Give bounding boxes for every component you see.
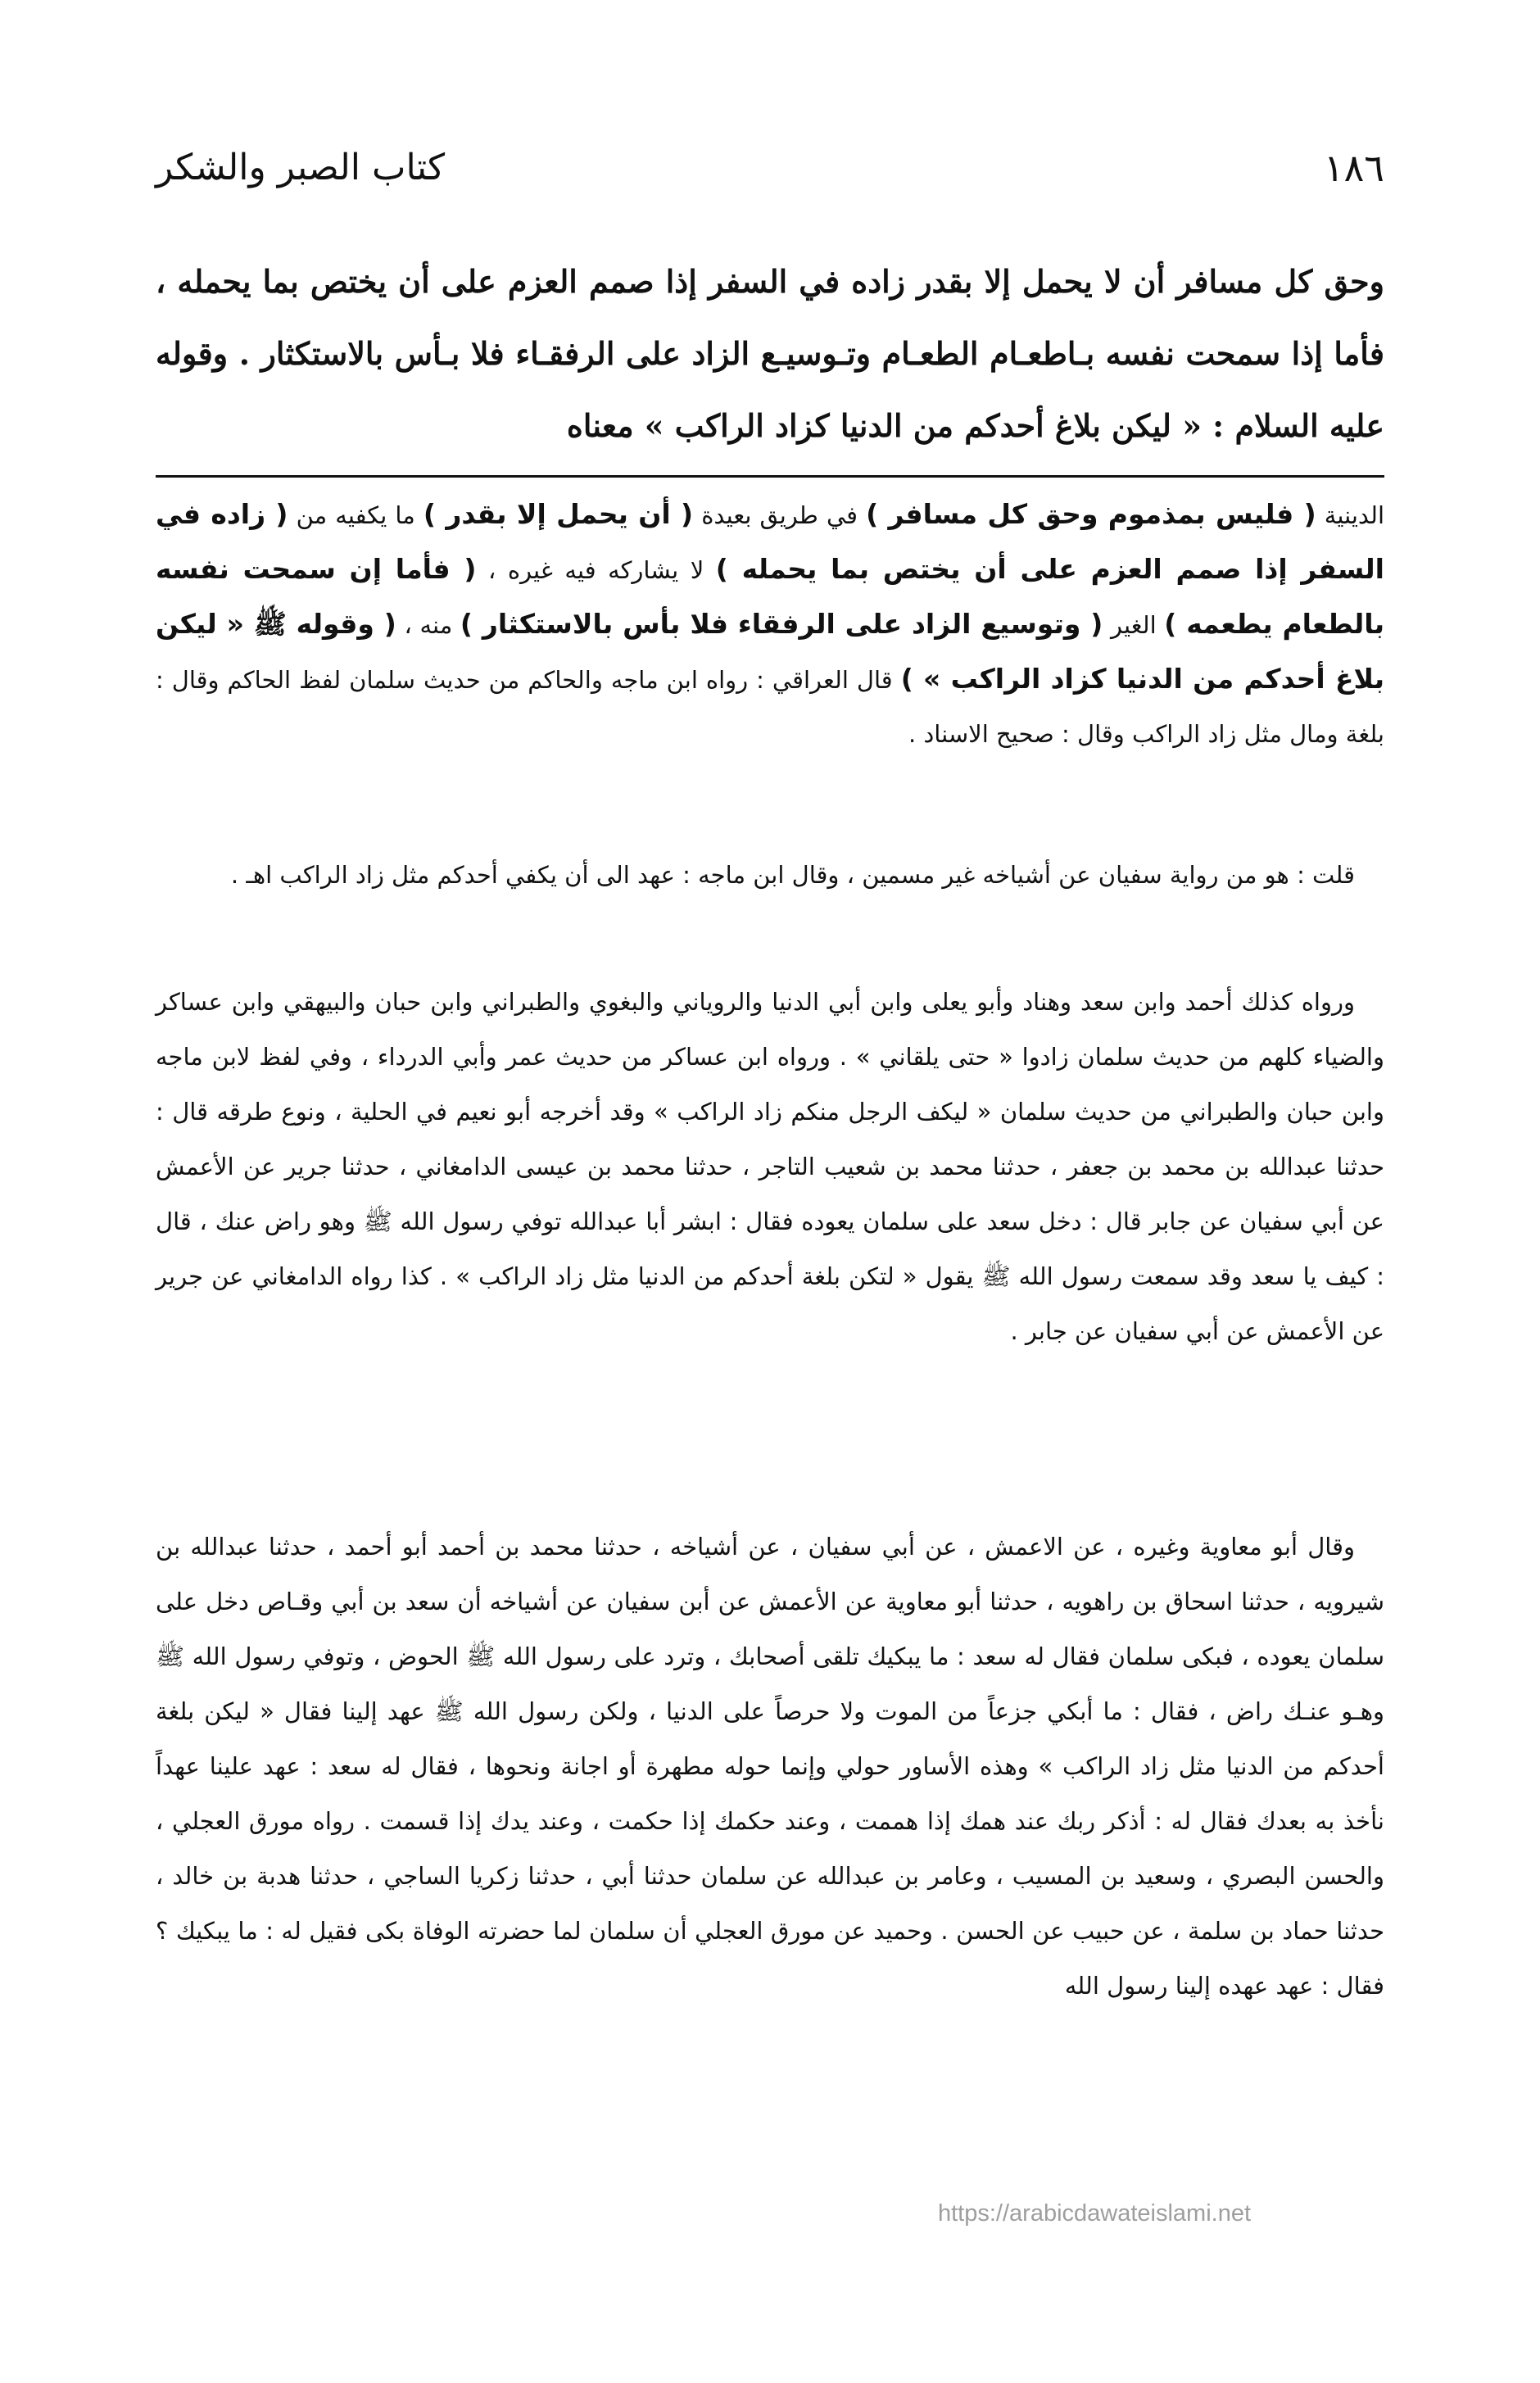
commentary-segment: ما يكفيه من <box>288 501 415 529</box>
page-header <box>156 139 1384 205</box>
commentary-quote: ( فليس بمذموم وحق كل مسافر ) <box>866 498 1316 530</box>
footnote-divider <box>156 475 1384 478</box>
paragraph-narrations: ورواه كذلك أحمد وابن سعد وهناد وأبو يعلى وابن أبي الدنيا والروياني والبغوي والطبراني وابن حبان والبيهقي وابن عساكر والضياء كلهم من حديث سلمان زادوا « حتى يلقاني » . ورواه ابن عساكر من حديث عمر وأبي الدرداء ، وفي لفظ لابن ماجه وابن حبان والطبراني من حديث سلمان « ليكف الرجل منكم زاد الراكب » وقد أخرجه أبو نعيم في الحلية ، ونوع طرقه قال : حدثنا عبدالله بن محمد بن جعفر ، حدثنا محمد بن شعيب التاجر ، حدثنا محمد بن عيسى الدامغاني ، حدثنا جرير عن الأعمش عن أبي سفيان عن جابر قال : دخل سعد على سلمان يعوده فقال : ابشر أبا عبدالله توفي رسول الله ﷺ وهو راض عنك ، قال : كيف يا سعد وقد سمعت رسول الله ﷺ يقول « لتكن بلغة أحدكم من الدنيا مثل زاد الراكب » . كذا رواه الدامغاني عن جرير عن الأعمش عن أبي سفيان عن جابر . <box>156 988 1384 1345</box>
paragraph-salman-account: وقال أبو معاوية وغيره ، عن الاعمش ، عن أبي سفيان ، عن أشياخه ، حدثنا محمد بن أحمد أبو أحمد ، حدثنا عبدالله بن شيرويه ، حدثنا اسحاق بن راهويه ، حدثنا أبو معاوية عن الأعمش عن أبن سفيان عن أشياخه أن سعد بن أبي وقـاص دخل على سلمان يعوده ، فبكى سلمان فقال له سعد : ما يبكيك تلقى أصحابك ، وترد على رسول الله ﷺ الحوض ، وتوفي رسول الله ﷺ وهـو عنـك راض ، فقال : ما أبكي جزعاً من الموت ولا حرصاً على الدنيا ، ولكن رسول الله ﷺ عهد إلينا فقال « ليكن بلغة أحدكم من الدنيا مثل زاد الراكب » وهذه الأساور حولي وإنما حوله مطهرة أو اجانة ونحوها ، فقال له سعد : عهد علينا عهداً نأخذ به بعدك فقال له : أذكر ربك عند همك إذا هممت ، وعند حكمك إذا حكمت ، وعند يدك إذا قسمت . رواه مورق العجلي ، والحسن البصري ، وسعيد بن المسيب ، وعامر بن عبدالله عن سلمان حدثنا أبي ، حدثنا زكريا الساجي ، حدثنا هدبة بن خالد ، حدثنا حماد بن سلمة ، عن حبيب عن الحسن . وحميد عن مورق العجلي أن سلمان لما حضرته الوفاة بكى فقيل له : ما يبكيك ؟ فقال : عهد عهده إلينا رسول الله <box>156 1533 1384 2000</box>
commentary-quote: ( أن يحمل إلا بقدر ) <box>423 498 694 530</box>
commentary-quote: ( زاده في السفر إذا صمم العزم على أن يختص بما يحمله ) <box>156 498 1384 585</box>
commentary-segment: منه ، <box>396 611 453 639</box>
commentary-block <box>156 487 1384 815</box>
commentary-quote: ( فأما إن سمحت نفسه بالطعام يطعمه ) <box>156 553 1385 640</box>
commentary-segment: لا يشاركه فيه غيره ، <box>476 556 704 584</box>
commentary-quote: ( وقوله ﷺ « ليكن بلاغ أحدكم من الدنيا كزاد الراكب » ) <box>156 608 1384 695</box>
commentary-quote: ( وتوسيع الزاد على الرفقاء فلا بأس بالاستكثار ) <box>460 608 1103 640</box>
commentary-segment: في طريق بعيدة <box>693 501 858 529</box>
commentary-segment: الغير <box>1103 611 1157 639</box>
main-text: وحق كل مسافر أن لا يحمل إلا بقدر زاده في السفر إذا صمم العزم على أن يختص بما يحمله ، فأما إذا سمحت نفسه بـاطعـام الطعـام وتـوسيـع الزاد على الرفقـاء فلا بـأس بالاستكثار . وقوله عليه السلام : « ليكن بلاغ أحدكم من الدنيا كزاد الراكب » معناه <box>156 263 1385 444</box>
commentary-segment: الدينية <box>1316 501 1385 529</box>
commentary-segment: قال العراقي : رواه ابن ماجه والحاكم من حديث سلمان لفظ الحاكم وقال : بلغة ومال مثل زاد الراكب وقال : صحيح الاسناد . <box>156 666 1384 748</box>
watermark-url: https://arabicdawateislami.net <box>938 2200 1252 2227</box>
page-number: ١٨٦ <box>1323 146 1384 190</box>
paragraph-note: قلت : هو من رواية سفيان عن أشياخه غير مسمين ، وقال ابن ماجه : عهد الى أن يكفي أحدكم مثل زاد الراكب اهـ . <box>230 861 1355 889</box>
book-title: كتاب الصبر والشكر <box>156 147 446 188</box>
